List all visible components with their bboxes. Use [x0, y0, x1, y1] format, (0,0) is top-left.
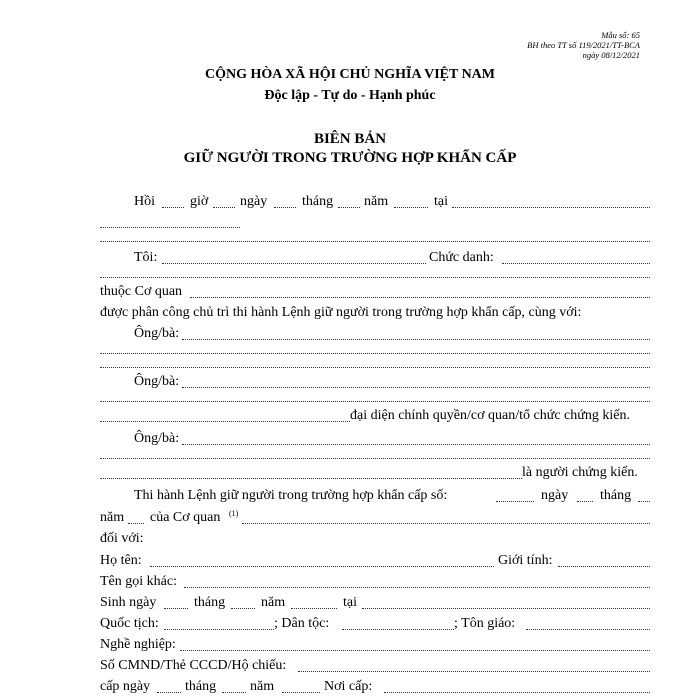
form-date: ngày 08/12/2021: [582, 50, 640, 60]
field-gender[interactable]: [558, 566, 650, 567]
field-order-day[interactable]: [577, 501, 593, 502]
national-motto: Độc lập - Tự do - Hạnh phúc: [264, 88, 436, 103]
label-order-nam: năm: [100, 510, 125, 525]
doc-title-2: GIỮ NGƯỜI TRONG TRƯỜNG HỢP KHẨN CẤP: [183, 150, 517, 166]
field-witness-cont[interactable]: [100, 478, 522, 479]
field-year[interactable]: [394, 207, 428, 208]
field-issue-month[interactable]: [222, 692, 246, 693]
label-hoi: Hồi: [134, 194, 155, 209]
form-regulation: BH theo TT số 119/2021/TT-BCA: [527, 40, 640, 50]
field-blank-5[interactable]: [100, 401, 650, 402]
form-code: [527, 28, 640, 62]
field-birth-place[interactable]: [362, 608, 650, 609]
field-day[interactable]: [274, 207, 296, 208]
label-so-cmnd: Số CMND/Thẻ CCCD/Hộ chiếu:: [100, 658, 287, 673]
label-ton-giao: ; Tôn giáo:: [454, 616, 516, 631]
field-birth-day[interactable]: [164, 608, 188, 609]
label-ong-ba-3: Ông/bà:: [134, 431, 180, 446]
field-blank-6[interactable]: [100, 458, 650, 459]
field-companion-2[interactable]: [182, 387, 650, 388]
field-blank-3[interactable]: [100, 353, 650, 354]
label-birth-tai: tại: [343, 595, 357, 610]
label-cap-ngay: cấp ngày: [100, 679, 151, 694]
label-thuoc-co-quan: thuộc Cơ quan: [100, 284, 183, 299]
label-doi-voi: đối với:: [100, 531, 144, 546]
field-witness[interactable]: [182, 444, 650, 445]
field-occupation[interactable]: [180, 650, 650, 651]
label-noi-cap: Nơi cấp:: [324, 679, 373, 694]
label-thi-hanh: Thi hành Lệnh giữ người trong trường hợp khẩn cấp số:: [134, 488, 448, 503]
field-order-month[interactable]: [638, 501, 650, 502]
field-blank-4[interactable]: [100, 367, 650, 368]
label-gioi-tinh: Giới tính:: [498, 553, 553, 568]
assigned-text: được phân công chủ trì thi hành Lệnh giữ người trong trường hợp khẩn cấp, cùng với:: [100, 305, 582, 320]
field-issuing-agency[interactable]: [242, 523, 650, 524]
label-birth-nam: năm: [261, 595, 286, 610]
footnote-1: (1): [229, 509, 239, 518]
label-thang: tháng: [302, 194, 334, 209]
field-nationality[interactable]: [164, 629, 274, 630]
field-agency[interactable]: [190, 297, 650, 298]
field-order-number[interactable]: [496, 501, 534, 502]
label-birth-thang: tháng: [194, 595, 226, 610]
label-chuc-danh: Chức danh:: [429, 250, 494, 265]
field-alias[interactable]: [184, 587, 650, 588]
field-hour[interactable]: [162, 207, 184, 208]
field-officer-name[interactable]: [162, 263, 426, 264]
label-toi: Tôi:: [134, 250, 158, 265]
label-ho-ten: Họ tên:: [100, 553, 142, 568]
label-ong-ba-1: Ông/bà:: [134, 326, 180, 341]
field-place[interactable]: [452, 207, 650, 208]
label-dai-dien: đại diện chính quyền/cơ quan/tổ chức chứng kiến.: [350, 408, 630, 423]
field-id-number[interactable]: [298, 671, 650, 672]
label-ong-ba-2: Ông/bà:: [134, 374, 180, 389]
field-issue-day[interactable]: [157, 692, 181, 693]
field-birth-year[interactable]: [291, 608, 337, 609]
field-officer-title[interactable]: [502, 263, 650, 264]
field-ethnicity[interactable]: [342, 629, 454, 630]
field-issue-year[interactable]: [282, 692, 320, 693]
label-order-thang: tháng: [600, 488, 632, 503]
field-religion[interactable]: [526, 629, 650, 630]
label-ten-goi-khac: Tên gọi khác:: [100, 574, 177, 589]
label-tai: tại: [434, 194, 448, 209]
field-minute[interactable]: [213, 207, 235, 208]
field-month[interactable]: [338, 207, 360, 208]
label-nghe-nghiep: Nghề nghiệp:: [100, 637, 176, 652]
label-gio: giờ: [190, 194, 209, 209]
field-representative[interactable]: [100, 421, 350, 422]
label-order-ngay: ngày: [541, 488, 569, 503]
field-blank-2[interactable]: [100, 277, 650, 278]
field-birth-month[interactable]: [231, 608, 255, 609]
field-issue-place[interactable]: [384, 692, 650, 693]
doc-title-1: BIÊN BẢN: [313, 131, 387, 147]
label-nam: năm: [364, 194, 389, 209]
label-cua-co-quan: của Cơ quan: [150, 510, 221, 525]
country-name: CỘNG HÒA XÃ HỘI CHỦ NGHĨA VIỆT NAM: [204, 67, 495, 82]
field-order-year[interactable]: [128, 523, 144, 524]
field-blank-1[interactable]: [100, 241, 650, 242]
label-nguoi-chung-kien: là người chứng kiến.: [522, 465, 638, 480]
label-dan-toc: ; Dân tộc:: [274, 616, 330, 631]
field-companion-1[interactable]: [182, 339, 650, 340]
label-ngay: ngày: [240, 194, 268, 209]
field-full-name[interactable]: [150, 566, 494, 567]
form-number: Mẫu số: 65: [601, 30, 640, 40]
field-place-cont[interactable]: [100, 227, 240, 228]
label-sinh-ngay: Sinh ngày: [100, 595, 157, 610]
label-quoc-tich: Quốc tịch:: [100, 616, 159, 631]
label-issue-thang: tháng: [185, 679, 217, 694]
label-issue-nam: năm: [250, 679, 275, 694]
